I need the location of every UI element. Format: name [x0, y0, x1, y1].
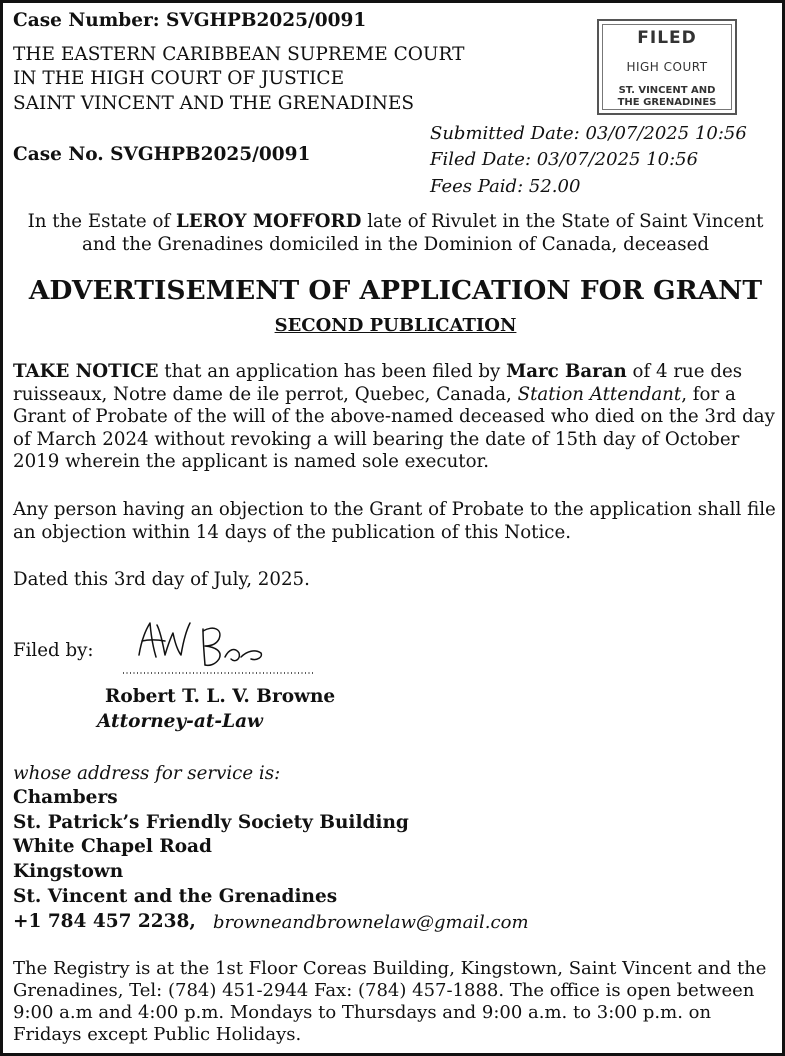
stamp-filed: FILED [637, 28, 697, 48]
notice-text-3: , for a Grant of Probate of the will of the above-named deceased who died on the 3rd day of March 2024 without revoking a will bearing the date of 15th day of October 2019 wherein the applicant is named sole executor. [13, 383, 775, 472]
submitted-date: Submitted Date: 03/07/2025 10:56 [430, 123, 747, 144]
filed-date: Filed Date: 03/07/2025 10:56 [430, 149, 699, 170]
notice-title: ADVERTISEMENT OF APPLICATION FOR GRANT [28, 275, 763, 306]
address-line-4: Kingstown [13, 861, 124, 882]
court-line-2: IN THE HIGH COURT OF JUSTICE [13, 68, 345, 89]
dated-line: Dated this 3rd day of July, 2025. [13, 569, 310, 590]
attorney-title: Attorney-at-Law [97, 711, 263, 732]
address-line-5: St. Vincent and the Grenadines [13, 886, 338, 907]
court-line-3: SAINT VINCENT AND THE GRENADINES [13, 93, 415, 114]
estate-line-2: and the Grenadines domiciled in the Dominion of Canada, deceased [81, 234, 710, 255]
registry-paragraph: The Registry is at the 1st Floor Coreas Building, Kingstown, Saint Vincent and the Grenadines, Tel: (784) 451-2944 Fax: (784) 457-1888. The office is open between 9:00 a.m and 4:00 p.m. Mondays to Thursdays and 9:00 a.m. to 3:00 p.m. on Fridays except Public Holidays. [13, 958, 767, 1045]
court-line-1: THE EASTERN CARIBBEAN SUPREME COURT [13, 44, 465, 65]
address-line-2: St. Patrick’s Friendly Society Building [13, 812, 409, 833]
fees-paid: Fees Paid: 52.00 [430, 176, 581, 197]
service-intro: whose address for service is: [13, 763, 281, 784]
applicant-occupation: Station Attendant [517, 383, 682, 405]
filed-by-label: Filed by: [13, 640, 94, 661]
attorney-email: browneandbrownelaw@gmail.com [213, 912, 529, 933]
stamp-line-4: THE GRENADINES [617, 97, 717, 108]
attorney-name: Robert T. L. V. Browne [105, 686, 336, 707]
deceased-name: LEROY MOFFORD [175, 211, 362, 232]
stamp-high-court: HIGH COURT [626, 60, 708, 74]
estate-line-1 [3, 211, 785, 232]
stamp-line-3: ST. VINCENT AND [618, 85, 716, 96]
stamp-jurisdiction [599, 85, 735, 109]
estate-rest: late of Rivulet in the State of Saint Vincent [361, 211, 764, 232]
take-notice-paragraph [13, 361, 778, 474]
attorney-signature [123, 611, 323, 686]
case-no: Case No. SVGHPB2025/0091 [13, 144, 311, 165]
estate-prefix: In the Estate of [27, 211, 176, 232]
notice-text-1: that an application has been filed by [158, 361, 507, 382]
notice-subtitle: SECOND PUBLICATION [274, 315, 517, 336]
attorney-phone: +1 784 457 2238, [13, 911, 196, 932]
address-line-1: Chambers [13, 787, 118, 808]
case-number-top: Case Number: SVGHPB2025/0091 [13, 10, 367, 31]
take-notice-lead: TAKE NOTICE [13, 361, 159, 382]
notice-text-2: of 4 rue des ruisseaux, Notre dame de ile perrot, Quebec, Canada, [13, 361, 743, 405]
applicant-name: Marc Baran [506, 361, 627, 382]
filed-stamp [597, 19, 737, 115]
address-line-3: White Chapel Road [13, 836, 212, 857]
objection-paragraph: Any person having an objection to the Grant of Probate to the application shall file an objection within 14 days of the publication of this Notice. [13, 499, 776, 543]
